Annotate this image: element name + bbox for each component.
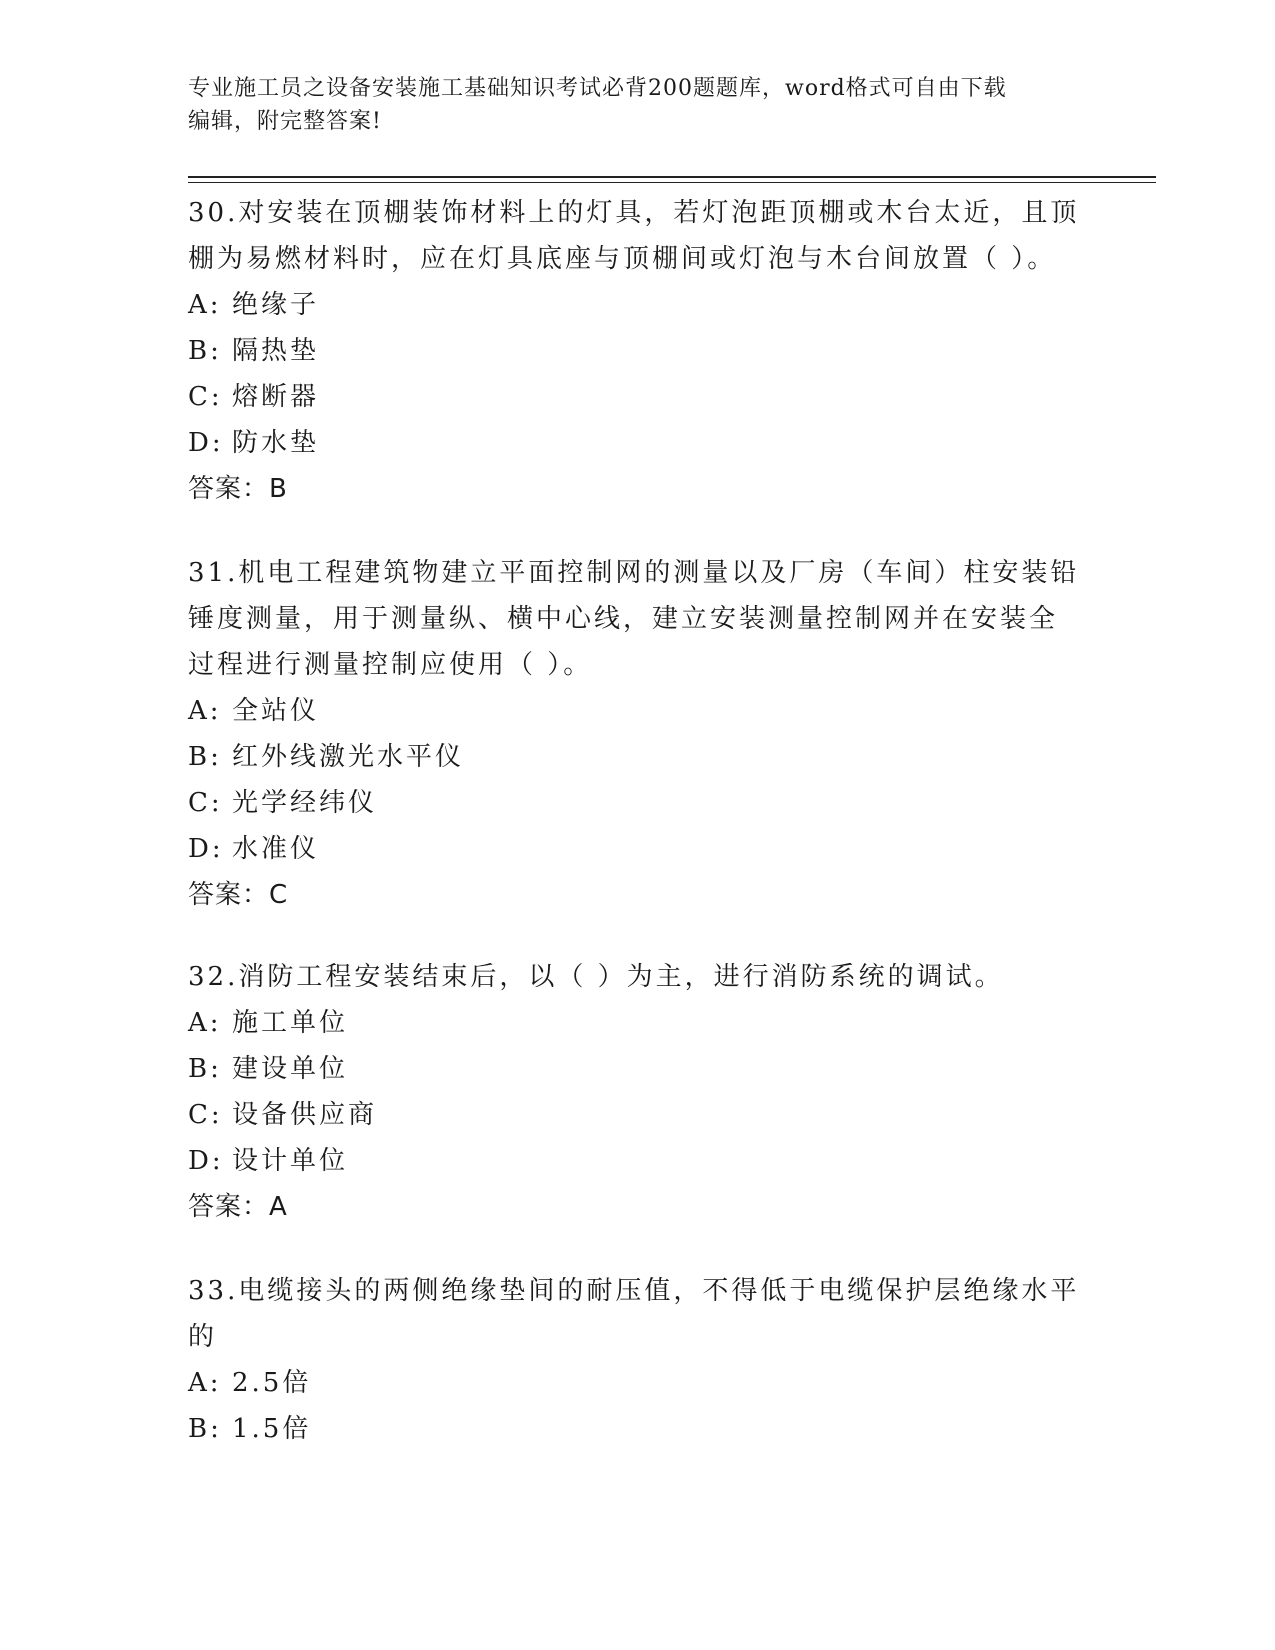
stem-line: 锤度测量，用于测量纵、横中心线，建立安装测量控制网并在安装全 — [188, 604, 1059, 634]
option-letter: D: — [188, 834, 224, 864]
option-letter: D: — [188, 428, 224, 458]
question-stem — [188, 190, 1088, 282]
option-letter: B: — [188, 742, 222, 772]
option-letter: D: — [188, 1146, 224, 1176]
header-rule-thick — [188, 176, 1156, 178]
header-line-2: 编辑，附完整答案! — [188, 109, 382, 134]
option-b — [188, 734, 1088, 780]
stem-line: 32.消防工程安装结束后，以（ ）为主，进行消防系统的调试。 — [188, 962, 1004, 992]
stem-line: 棚为易燃材料时，应在灯具底座与顶棚间或灯泡与木台间放置（ ）。 — [188, 244, 1057, 274]
option-text: 设备供应商 — [232, 1100, 378, 1130]
option-letter: B: — [188, 1414, 222, 1444]
option-text: 全站仪 — [232, 696, 320, 726]
option-text: 绝缘子 — [232, 290, 320, 320]
option-letter: A: — [188, 290, 222, 320]
option-letter: A: — [188, 696, 222, 726]
option-b — [188, 1406, 1088, 1452]
option-letter: A: — [188, 1008, 222, 1038]
option-text: 隔热垫 — [232, 336, 320, 366]
question-31 — [188, 550, 1088, 918]
option-text: 2.5倍 — [232, 1368, 312, 1398]
question-32 — [188, 954, 1088, 1230]
option-text: 熔断器 — [232, 382, 320, 412]
option-b — [188, 328, 1088, 374]
document-header — [188, 72, 1068, 138]
option-a — [188, 1360, 1088, 1406]
answer: 答案：C — [188, 880, 289, 910]
question-stem — [188, 1268, 1088, 1360]
question-30 — [188, 190, 1088, 512]
option-b — [188, 1046, 1088, 1092]
option-a — [188, 688, 1088, 734]
option-letter: A: — [188, 1368, 222, 1398]
question-stem — [188, 550, 1088, 688]
option-text: 设计单位 — [232, 1146, 349, 1176]
option-text: 施工单位 — [232, 1008, 349, 1038]
option-d — [188, 420, 1088, 466]
option-text: 水准仪 — [232, 834, 320, 864]
header-rule-thin — [188, 182, 1156, 183]
stem-line: 过程进行测量控制应使用（ ）。 — [188, 650, 593, 680]
option-letter: C: — [188, 382, 223, 412]
question-stem — [188, 954, 1088, 1000]
option-text: 光学经纬仪 — [232, 788, 378, 818]
option-a — [188, 282, 1088, 328]
option-text: 防水垫 — [232, 428, 320, 458]
option-letter: C: — [188, 788, 223, 818]
header-line-1: 专业施工员之设备安装施工基础知识考试必背200题题库，word格式可自由下载 — [188, 76, 1007, 101]
question-33 — [188, 1268, 1088, 1452]
answer: 答案：A — [188, 1192, 288, 1222]
option-d — [188, 1138, 1088, 1184]
stem-line: 31.机电工程建筑物建立平面控制网的测量以及厂房（车间）柱安装铅 — [188, 558, 1080, 588]
option-text: 1.5倍 — [232, 1414, 312, 1444]
option-letter: B: — [188, 1054, 222, 1084]
option-c — [188, 1092, 1088, 1138]
option-c — [188, 780, 1088, 826]
option-d — [188, 826, 1088, 872]
answer: 答案：B — [188, 474, 288, 504]
option-letter: C: — [188, 1100, 223, 1130]
option-c — [188, 374, 1088, 420]
option-a — [188, 1000, 1088, 1046]
option-text: 建设单位 — [232, 1054, 349, 1084]
option-text: 红外线激光水平仪 — [232, 742, 465, 772]
stem-line: 33.电缆接头的两侧绝缘垫间的耐压值，不得低于电缆保护层绝缘水平 — [188, 1276, 1080, 1306]
option-letter: B: — [188, 336, 222, 366]
stem-line: 30.对安装在顶棚装饰材料上的灯具，若灯泡距顶棚或木台太近，且顶 — [188, 198, 1080, 228]
stem-line: 的 — [188, 1322, 218, 1352]
